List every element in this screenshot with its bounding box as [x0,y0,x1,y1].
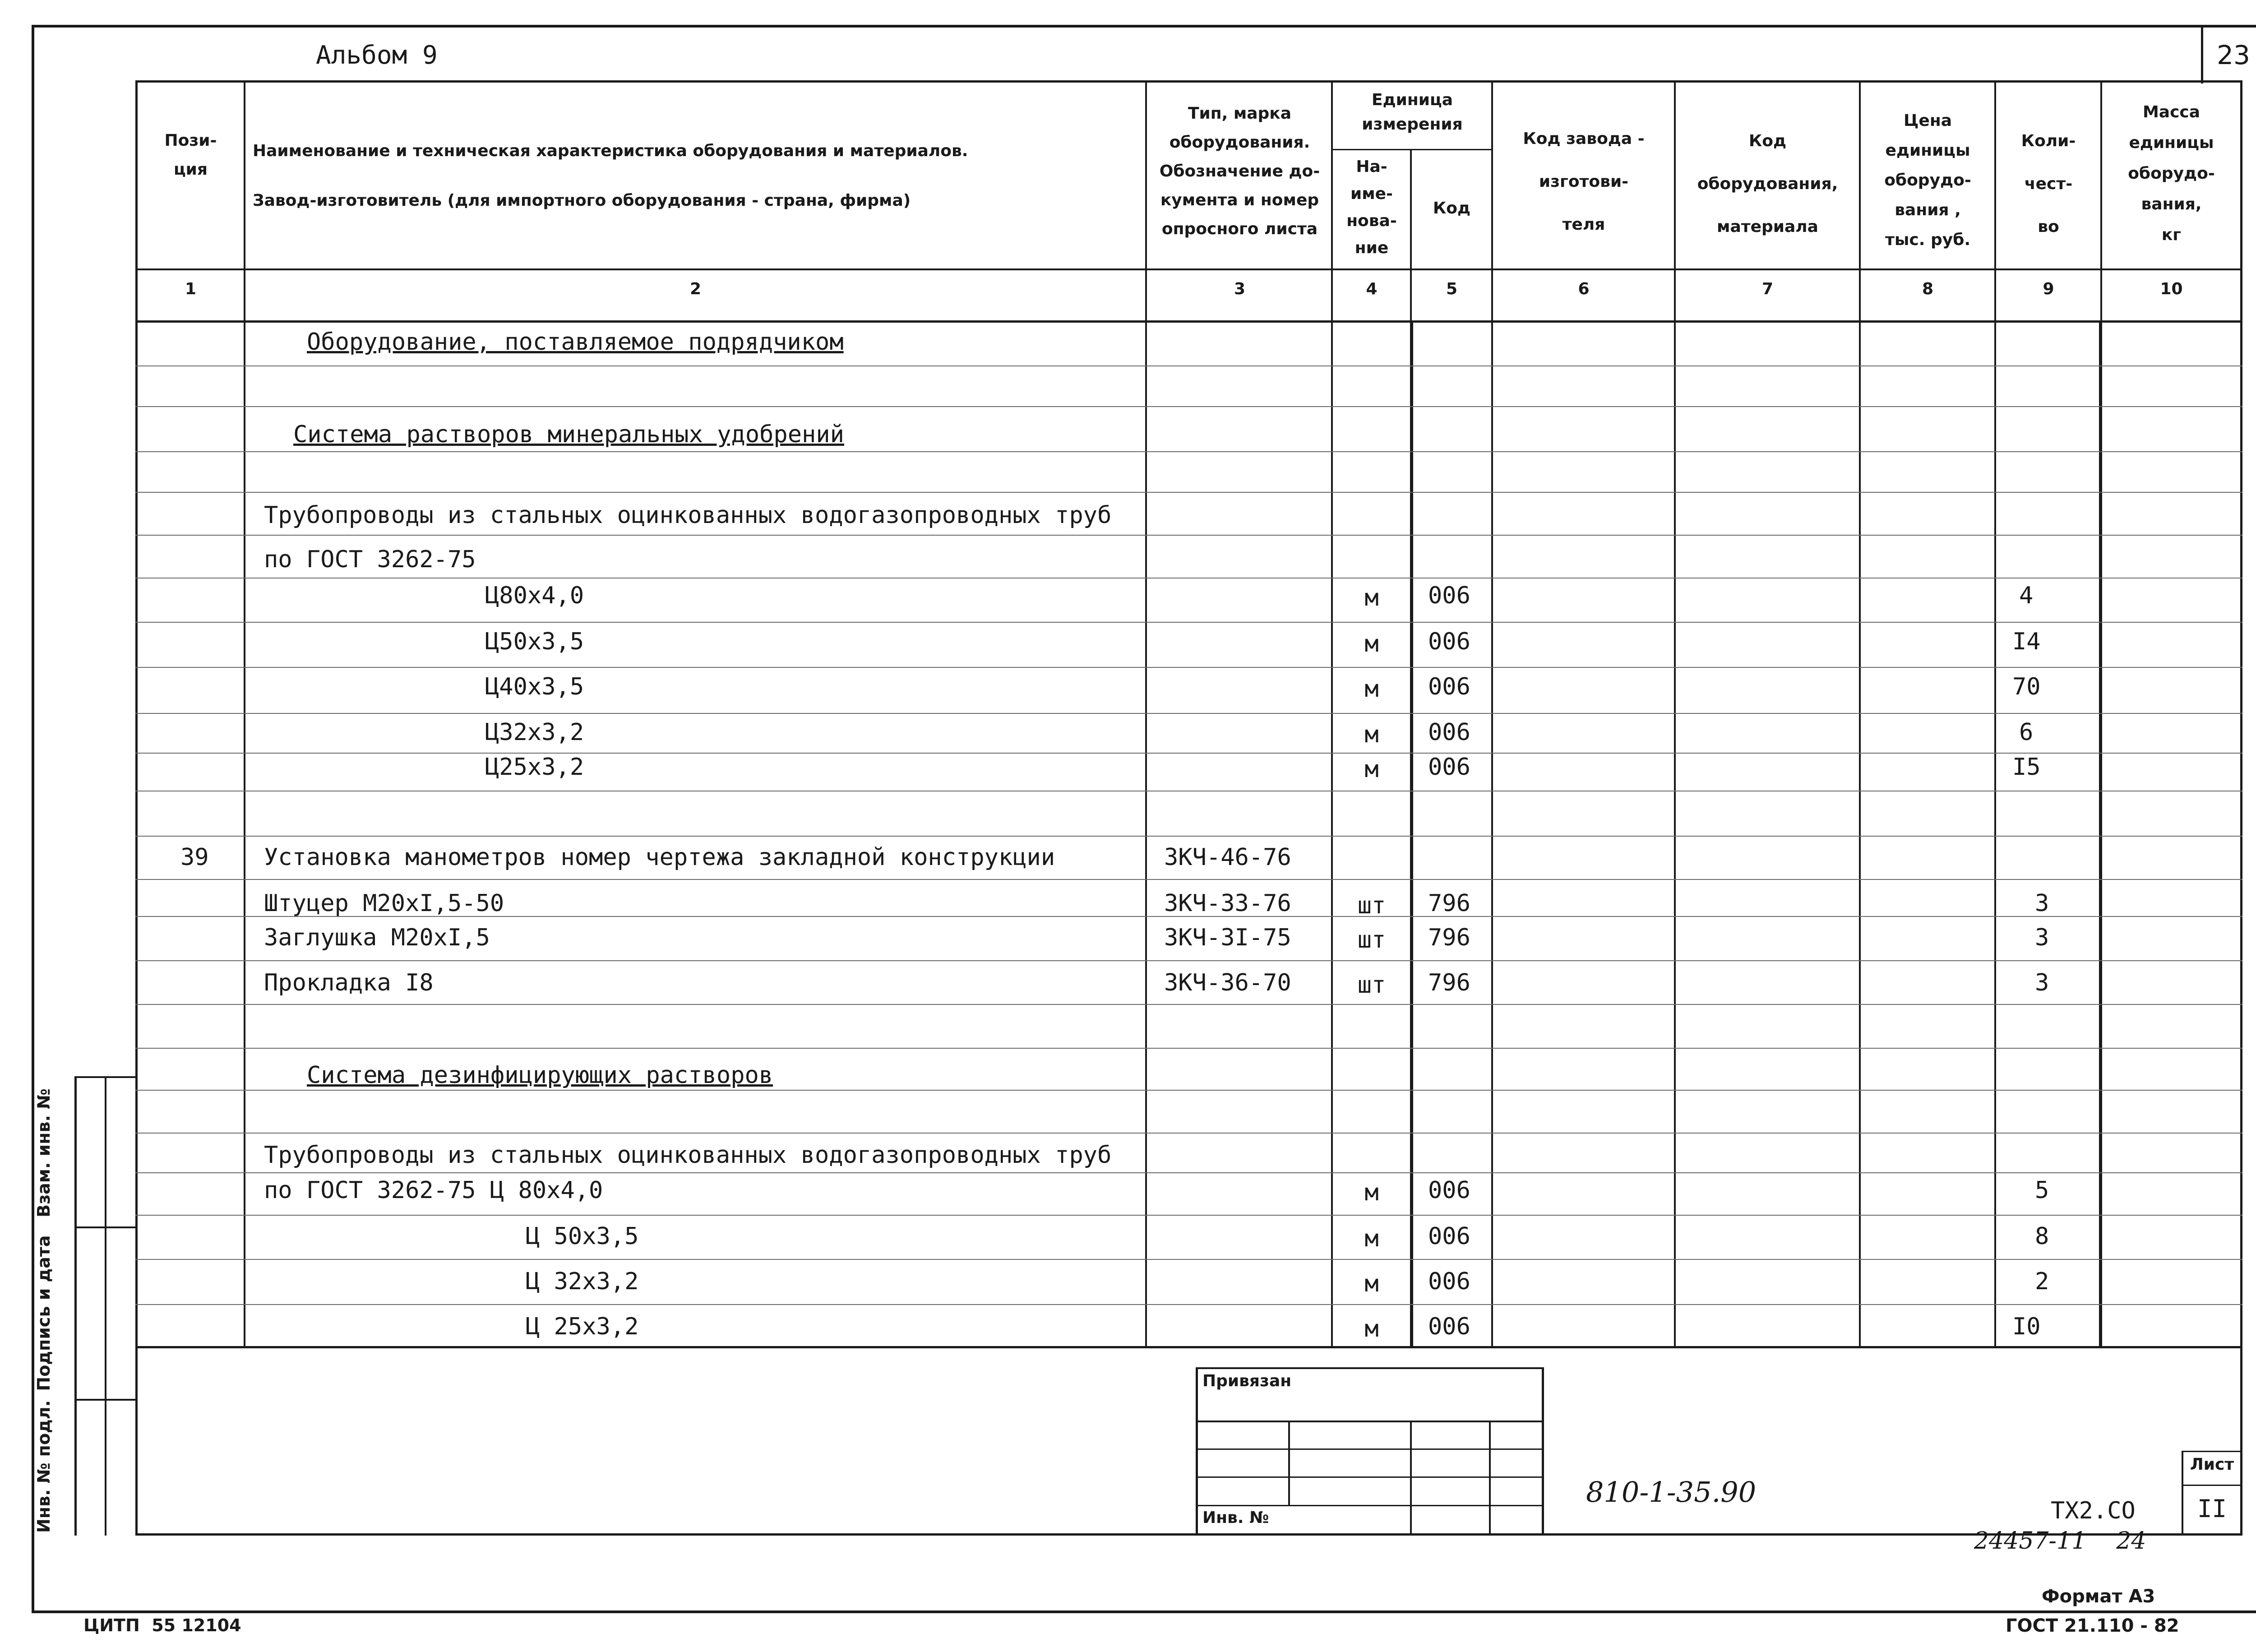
page-number: 23 [2217,40,2250,70]
row-10-code: 796 [1428,890,1470,917]
col-num-4: 4 [1366,280,1378,298]
col-num-5: 5 [1446,280,1458,298]
thick-bracket-right [2099,320,2102,1347]
row-15-unit: м [1364,1179,1379,1206]
list-box-mid [2182,1485,2242,1486]
side-label-vzam: Взам. инв. № [34,1088,54,1217]
stamp-h3 [1196,1476,1543,1478]
col-num-10: 10 [2160,280,2183,298]
row-line-2 [135,451,2242,452]
header-col-8: Цена единицы оборудо- вания , тыс. руб. [1884,111,1971,249]
list-box-left [2182,1451,2183,1536]
body-end-line [135,1346,2242,1348]
header-unit-group: Единица измерения [1362,91,1463,134]
side-strip-line-2 [74,1399,138,1401]
row-6-code: 006 [1428,673,1470,700]
table-top [135,80,2242,83]
row-12-qty: 3 [2035,969,2049,996]
row-15-qty: 5 [2035,1177,2049,1204]
row-line-18 [135,1133,2242,1134]
row-5-code: 006 [1428,628,1470,655]
row-line-14 [135,960,2242,961]
row-3-name: по ГОСТ 3262-75 [264,546,476,573]
row-9-name: Установка манометров номер чертежа закладной конструкции [264,844,1055,871]
header-col-5: Код [1433,199,1471,217]
list-number: II [2197,1495,2227,1523]
row-line-22 [135,1304,2242,1305]
row-line-15 [135,1004,2242,1005]
row-10-unit: шт [1357,892,1386,919]
stamp-h2 [1196,1448,1543,1450]
stamp-v1 [1288,1421,1290,1505]
row-9-pos: 39 [180,844,209,871]
row-17-unit: м [1364,1270,1379,1297]
row-line-12 [135,879,2242,880]
header-col-3: Тип, марка оборудования. Обозначение до- кумента и номер опросного листа [1159,104,1320,238]
stamp-box-right [1542,1367,1544,1536]
col-num-3: 3 [1234,280,1246,298]
header-col-10: Масса единицы оборудо- вания, кг [2128,103,2215,244]
row-17-code: 006 [1428,1268,1470,1295]
row-line-7 [135,667,2242,668]
handwritten-number: 24457-11 24 [1974,1527,2146,1555]
format-label: Формат А3 [2042,1586,2155,1607]
row-8-name: Ц25х3,2 [485,754,584,781]
row-16-qty: 8 [2035,1223,2049,1250]
header-col-7: Код оборудования, материала [1697,132,1838,236]
side-label-inv: Инв. № подл. [34,1400,54,1533]
row-line-4 [135,535,2242,536]
header-col-4: На- име- нова- ние [1346,157,1397,257]
stamp-privyazan: Привязан [1202,1372,1292,1390]
row-5-qty: I4 [2012,628,2041,655]
col-num-8: 8 [1922,280,1934,298]
row-4-qty: 4 [2019,582,2034,609]
col-num-7: 7 [1761,280,1774,298]
row-line-1 [135,406,2242,407]
row-12-name: Прокладка I8 [264,969,434,996]
row-line-8 [135,713,2242,714]
row-17-name: Ц 32х3,2 [526,1268,639,1295]
header-col-9: Коли- чест- во [2021,132,2076,236]
side-strip-left [74,1076,77,1536]
row-8-unit: м [1364,756,1379,783]
album-label: Альбом 9 [316,41,438,70]
col-line-2 [1145,80,1147,1347]
stamp-v3 [1489,1421,1491,1536]
row-1-name: Система растворов минеральных удобрений [293,421,844,448]
row-6-unit: м [1364,676,1379,703]
list-label: Лист [2190,1455,2234,1474]
row-11-name: Заглушка М20хI,5 [264,924,490,951]
col-line-6 [1674,80,1676,1347]
row-4-code: 006 [1428,582,1470,609]
header-bottom-line [135,268,2242,270]
table-right [2240,80,2242,1536]
row-16-name: Ц 50х3,5 [526,1223,639,1250]
stamp-designation: 810-1-35.90 [1586,1476,1757,1509]
row-line-17 [135,1090,2242,1091]
row-7-name: Ц32х3,2 [485,719,584,746]
row-line-20 [135,1215,2242,1216]
row-0-name: Оборудование, поставляемое подрядчиком [307,329,844,356]
stamp-sheet-code: ТХ2.СО [2051,1497,2136,1524]
row-18-code: 006 [1428,1313,1470,1340]
number-row-bottom-line [135,320,2242,323]
list-box-top [2182,1451,2242,1452]
col-line-1 [244,80,245,1347]
stamp-box-top [1196,1367,1543,1369]
stamp-v2 [1410,1421,1412,1536]
col-num-9: 9 [2043,280,2054,298]
thick-bracket-left [1410,320,1413,1347]
stamp-box-left [1196,1367,1198,1536]
row-15-code: 006 [1428,1177,1470,1204]
col-line-8 [1994,80,1996,1347]
row-7-unit: м [1364,721,1379,748]
table-bottom [135,1533,2242,1536]
page-number-box-left [2201,25,2203,83]
stamp-h4 [1196,1505,1543,1506]
row-line-19 [135,1172,2242,1173]
row-18-unit: м [1364,1315,1379,1342]
row-5-name: Ц50х3,5 [485,628,584,655]
row-18-qty: I0 [2012,1313,2041,1340]
row-10-doc: ЗКЧ-33-76 [1164,890,1291,917]
row-11-doc: ЗКЧ-3I-75 [1164,924,1291,951]
row-line-3 [135,492,2242,493]
frame-bottom [32,1610,2256,1613]
row-9-doc: ЗКЧ-46-76 [1164,844,1291,871]
row-10-name: Штуцер М20хI,5-50 [264,890,504,917]
row-11-unit: шт [1357,926,1386,953]
side-strip-line-1 [74,1226,138,1228]
row-line-11 [135,836,2242,837]
row-15-name: по ГОСТ 3262-75 Ц 80х4,0 [264,1177,603,1204]
col-line-7 [1859,80,1861,1347]
row-6-name: Ц40х3,5 [485,673,584,700]
row-line-9 [135,753,2242,754]
stamp-h1 [1196,1421,1543,1422]
row-17-qty: 2 [2035,1268,2049,1295]
row-5-unit: м [1364,630,1379,657]
row-7-code: 006 [1428,719,1470,746]
row-line-16 [135,1048,2242,1049]
row-18-name: Ц 25х3,2 [526,1313,639,1340]
row-16-code: 006 [1428,1223,1470,1250]
col-num-6: 6 [1578,280,1590,298]
row-8-code: 006 [1428,754,1470,781]
row-11-code: 796 [1428,924,1470,951]
row-2-name: Трубопроводы из стальных оцинкованных водогазопроводных труб [264,502,1112,529]
frame-top [32,25,2256,28]
row-12-code: 796 [1428,969,1470,996]
row-16-unit: м [1364,1225,1379,1252]
gost-label: ГОСТ 21.110 - 82 [2006,1615,2179,1636]
col-line-5 [1491,80,1493,1347]
citp-label: ЦИТП 55 12104 [83,1615,241,1635]
col-num-2: 2 [689,280,702,298]
row-7-qty: 6 [2019,719,2034,746]
row-4-unit: м [1364,584,1379,611]
side-label-podpis: Подпись и дата [34,1235,54,1391]
row-8-qty: I5 [2012,754,2041,781]
row-12-doc: ЗКЧ-36-70 [1164,969,1291,996]
row-12-unit: шт [1357,972,1386,999]
row-line-21 [135,1259,2242,1260]
header-col-2: Наименование и техническая характеристика оборудования и материалов. Завод-изготовитель (для импортного оборудования - страна, фирма) [253,142,968,210]
header-col-1: Пози- ция [164,131,217,179]
row-10-qty: 3 [2035,890,2049,917]
row-14-name: Трубопроводы из стальных оцинкованных водогазопроводных труб [264,1142,1112,1169]
row-4-name: Ц80х4,0 [485,582,584,609]
row-line-6 [135,622,2242,623]
header-col-6: Код завода - изготови- теля [1523,130,1645,234]
row-6-qty: 70 [2012,673,2041,700]
row-11-qty: 3 [2035,924,2049,951]
row-13-name: Система дезинфицирующих растворов [307,1062,773,1089]
stamp-inv-no: Инв. № [1202,1509,1269,1527]
col-line-3 [1331,80,1333,1347]
col-num-1: 1 [185,280,197,298]
side-strip-divider [105,1076,106,1536]
